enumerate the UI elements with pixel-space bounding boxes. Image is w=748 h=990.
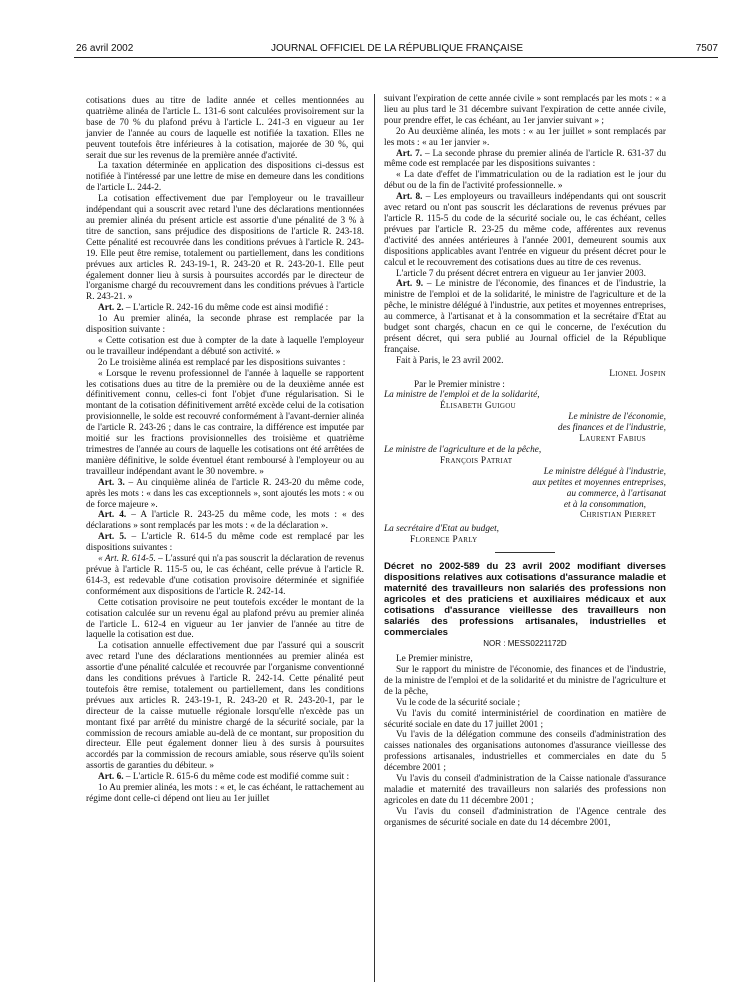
header-date: 26 avril 2002: [76, 43, 134, 54]
paragraph: 2o Au deuxième alinéa, les mots : « au 1er juillet » sont remplacés par les mots : « au 1er janvier ».: [384, 126, 666, 148]
signature-role: La ministre de l'emploi et de la solidarité,: [384, 390, 540, 401]
article-paragraph: [86, 510, 364, 532]
article-label: Art. 4.: [98, 510, 127, 521]
article-paragraph: [86, 532, 364, 554]
paragraph: Vu l'avis du conseil d'administration de l'Agence centrale des organismes de sécurité sociale en date du 14 décembre 2001,: [384, 806, 666, 828]
signatory-name: Laurent Fabius: [579, 434, 646, 445]
left-column: [86, 96, 364, 805]
signature-role: aux petites et moyennes entreprises,: [532, 477, 666, 488]
quote-paragraph: « La date d'effet de l'immatriculation ou de la radiation est le jour du début ou de la fin de l'activité professionnelle. »: [384, 170, 666, 192]
paragraph: cotisations dues au titre de ladite année et celles mentionnées au quatrième alinéa de l'article L. 131-6 sont calculées provisoirement sur la base de 70 % du plafond prévu à l'article L. 241-3 en vigueur au 1er janvier de l'année au cours de laquelle est notifiée la taxation. Elles ne peuvent toutefois être inférieures à la cotisation, majorée de 30 %, qui serait due sur les revenus de la première année d'activité.: [86, 96, 364, 161]
article-text: – L'article R. 614-5 du même code est remplacé par les dispositions suivantes :: [86, 532, 365, 554]
article-label: Art. 2.: [98, 303, 124, 314]
signature-role: Le ministre de l'économie,: [568, 412, 666, 423]
decree-title: Décret no 2002-589 du 23 avril 2002 modifiant diverses dispositions relatives aux cotisations d'assurance maladie et maternité des travailleurs non salariés des professions non agricoles et des praticiens et auxiliaires médicaux et aux cotisations d'assurance vieillesse des travailleurs non salariés des professions artisanales, industrielles et commerciales: [384, 561, 666, 639]
article-paragraph: [86, 303, 364, 314]
paragraph: Vu l'avis du conseil d'administration de la Caisse nationale d'assurance maladie et maternité des travailleurs non salariés des professions non agricoles en date du 11 décembre 2001 ;: [384, 774, 666, 806]
paragraph: La cotisation effectivement due par l'employeur ou le travailleur indépendant qui a souscrit avec retard l'une des déclarations mentionnées au premier alinéa du présent article est assortie d'une pénalité de 3 % à titre de sanction, sans préjudice des dispositions de l'article R. 243-18. Cette pénalité est recouvrée dans les conditions prévues à l'article R. 243-19. Elle peut être remise, totalement ou partiellement, dans les conditions prévues aux articles R. 243-19-1, R. 243-20 et R. 243-20-1. Elle peut également donner lieu à sursis à poursuites accordés par le directeur de l'organisme chargé du recouvrement dans les conditions prévues à l'article R. 243-21. »: [86, 194, 364, 303]
signatory-name: François Patriat: [440, 455, 513, 466]
signature-role: des finances et de l'industrie,: [557, 423, 666, 434]
header-rule: [74, 57, 718, 58]
article-label: Art. 3.: [98, 477, 125, 488]
signatory-name: Lionel Jospin: [609, 368, 666, 379]
signatory-name: Christian Pierret: [580, 510, 656, 521]
article-paragraph: [384, 192, 666, 268]
article-label: Art. 9.: [396, 279, 424, 290]
paragraph: Le Premier ministre,: [396, 654, 473, 665]
article-text: – La seconde phrase du premier alinéa de l'article R. 631-37 du même code est remplacée par les dispositions suivantes :: [384, 148, 667, 170]
paragraph: La taxation déterminée en application des dispositions ci-dessus est notifiée à l'intéressé par une lettre de mise en demeure dans les conditions de l'article L. 244-2.: [86, 161, 364, 194]
page-number: 7507: [695, 43, 718, 54]
paragraph: suivant l'expiration de cette année civile » sont remplacés par les mots : « a lieu au plus tard le 31 décembre suivant l'expiration de cette année civile, pour prendre effet, le cas échéant, au 1er janvier suivant » ;: [384, 94, 666, 126]
article-paragraph: [86, 554, 364, 598]
article-text: – A l'article R. 243-25 du même code, les mots : « des déclarations » sont remplacés par les mots : « de la déclaration ».: [86, 510, 364, 532]
right-column: [384, 94, 666, 829]
paragraph: Vu l'avis de la délégation commune des conseils d'administration des caisses nationales des organisations autonomes d'assurance vieillesse des professions artisanales, industrielles et commerciales en date du 5 décembre 2001 ;: [384, 730, 666, 774]
article-label: Art. 8.: [396, 192, 423, 203]
paragraph: Vu l'avis du comité interministériel de coordination en matière de sécurité sociale en date du 17 juillet 2001 ;: [384, 708, 666, 730]
article-label: Art. 5.: [98, 532, 127, 543]
article-paragraph: [384, 279, 666, 355]
article-text: – L'assuré qui n'a pas souscrit la déclaration de revenus prévue à l'article R. 115-5 ou, le cas échéant, celle prévue à l'article R. 614-3, est redevable d'une cotisation provisoire déterminée et signifiée conformément aux dispositions de l'article R. 242-14.: [86, 554, 364, 597]
quote-paragraph: « Cette cotisation est due à compter de la date à laquelle l'employeur ou le travailleur indépendant a débuté son activité. »: [86, 335, 364, 357]
paragraph: Vu le code de la sécurité sociale ;: [396, 697, 521, 708]
paragraph: 1o Au premier alinéa, la seconde phrase est remplacée par la disposition suivante :: [86, 314, 364, 336]
signature-role: et à la consommation,: [563, 499, 646, 510]
paragraph: 2o Le troisième alinéa est remplacé par les dispositions suivantes :: [98, 357, 346, 368]
article-text: – Le ministre de l'économie, des finances et de l'industrie, la ministre de l'emploi et de la solidarité, le ministre de l'agriculture et de la pêche, le ministre délégué à l'industrie, aux petites et moyennes entreprises, au commerce, à l'artisanat et à la consommation et la secrétaire d'Etat au budget sont chargés, chacun en ce qui le concerne, de l'exécution du présent décret, qui sera publié au Journal officiel de la République française.: [384, 279, 667, 355]
article-label: Art. 7.: [396, 148, 423, 159]
article-label: Art. 6.: [98, 772, 124, 783]
paragraph: Cette cotisation provisoire ne peut toutefois excéder le montant de la cotisation calculée sur un revenu égal au plafond prévu au premier alinéa de l'article L. 612-4 en vigueur au 1er janvier de l'année au titre de laquelle la cotisation est due.: [86, 597, 364, 641]
article-paragraph: [86, 478, 364, 511]
page-header: [76, 43, 718, 57]
journal-title: JOURNAL OFFICIEL DE LA RÉPUBLIQUE FRANÇAISE: [270, 43, 524, 54]
paragraph: La cotisation annuelle effectivement due par l'assuré qui a souscrit avec retard l'une des déclarations mentionnées au premier alinéa est assortie d'une pénalité calculée et recouvrée par l'organisme conventionné dans les conditions prévues à l'article R. 242-14. Cette pénalité peut toutefois être remise, totalement ou partiellement, dans les conditions prévues aux articles R. 243-19-1, R. 243-20 et R. 243-20-1, par le directeur de la caisse mutuelle régionale lorsqu'elle n'excède pas un montant fixé par arrêté du ministre chargé de la sécurité sociale, par la commission de recours amiable au-delà de ce montant, sur proposition du directeur. Elle peut également donner lieu à des sursis à poursuites accordés par la commission de recours amiable, sous réserve qu'ils soient assortis de garanties du débiteur. »: [86, 641, 364, 772]
paragraph: 1o Au premier alinéa, les mots : « et, le cas échéant, le rattachement au régime dont celle-ci dépend ont lieu au 1er juillet: [86, 783, 364, 804]
article-text: – L'article R. 242-16 du même code est ainsi modifié :: [125, 303, 329, 314]
paragraph: L'article 7 du présent décret entrera en vigueur au 1er janvier 2003.: [396, 268, 646, 279]
quote-paragraph: « Lorsque le revenu professionnel de l'année à laquelle se rapportent les cotisations dues au titre de la première ou de la deuxième année est définitivement connu, celles-ci font l'objet d'une régularisation. Si le montant de la cotisation définitivement arrêté excède celui de la cotisation provisionnelle, le solde est recouvré conformément à l'avant-dernier alinéa de l'article R. 243-26 ; dans le cas contraire, la différence est imputée par moitié sur les fractions provisionnelles des troisième et quatrième trimestres de l'année au cours de laquelle les cotisations ont été arrêtées de manière définitive, le solde éventuel étant remboursé à l'employeur ou au travailleur indépendant avant le 30 novembre. »: [86, 368, 364, 477]
paragraph: Sur le rapport du ministre de l'économie, des finances et de l'industrie, de la ministre de l'emploi et de la solidarité et du ministre de l'agriculture et de la pêche,: [384, 664, 666, 697]
signature-role: La secrétaire d'Etat au budget,: [384, 524, 499, 535]
article-paragraph: [86, 772, 364, 783]
article-paragraph: [384, 149, 666, 171]
signature-role: Le ministre délégué à l'industrie,: [543, 466, 666, 477]
column-divider: [374, 94, 375, 982]
signatures-block: [384, 369, 666, 547]
nor-reference: NOR : MESS0221172D: [483, 639, 567, 649]
signatory-name: Florence Parly: [410, 535, 478, 546]
article-text: – L'article R. 615-6 du même code est modifié comme suit :: [125, 772, 350, 783]
signature-role: Le ministre de l'agriculture et de la pêche,: [384, 445, 542, 455]
signature-line: Par le Premier ministre :: [414, 379, 505, 390]
signature-role: au commerce, à l'artisanat: [566, 488, 666, 499]
paragraph: Fait à Paris, le 23 avril 2002.: [396, 355, 504, 366]
section-separator: [495, 552, 555, 553]
signatory-name: Élisabeth Guigou: [440, 401, 516, 412]
article-text: – Les employeurs ou travailleurs indépendants qui ont souscrit avec retard ou n'ont pas souscrit les déclarations de revenus prévues par l'article R. 115-5 du code de la sécurité sociale ou, le cas échéant, celles prévues par l'article R. 23-25 du même code, afférentes aux revenus d'activité des années antérieures à l'année 2001, demeurent soumis aux dispositions applicables avant l'entrée en vigueur du présent décret pour le calcul et le recouvrement des cotisations dues au titre de ces revenus.: [384, 192, 666, 268]
article-label: « Art. R. 614-5.: [98, 554, 156, 565]
article-text: – Au cinquième alinéa de l'article R. 243-20 du même code, après les mots : « dans les cas exceptionnels », sont ajoutés les mots : « ou de force majeure ».: [86, 477, 365, 510]
